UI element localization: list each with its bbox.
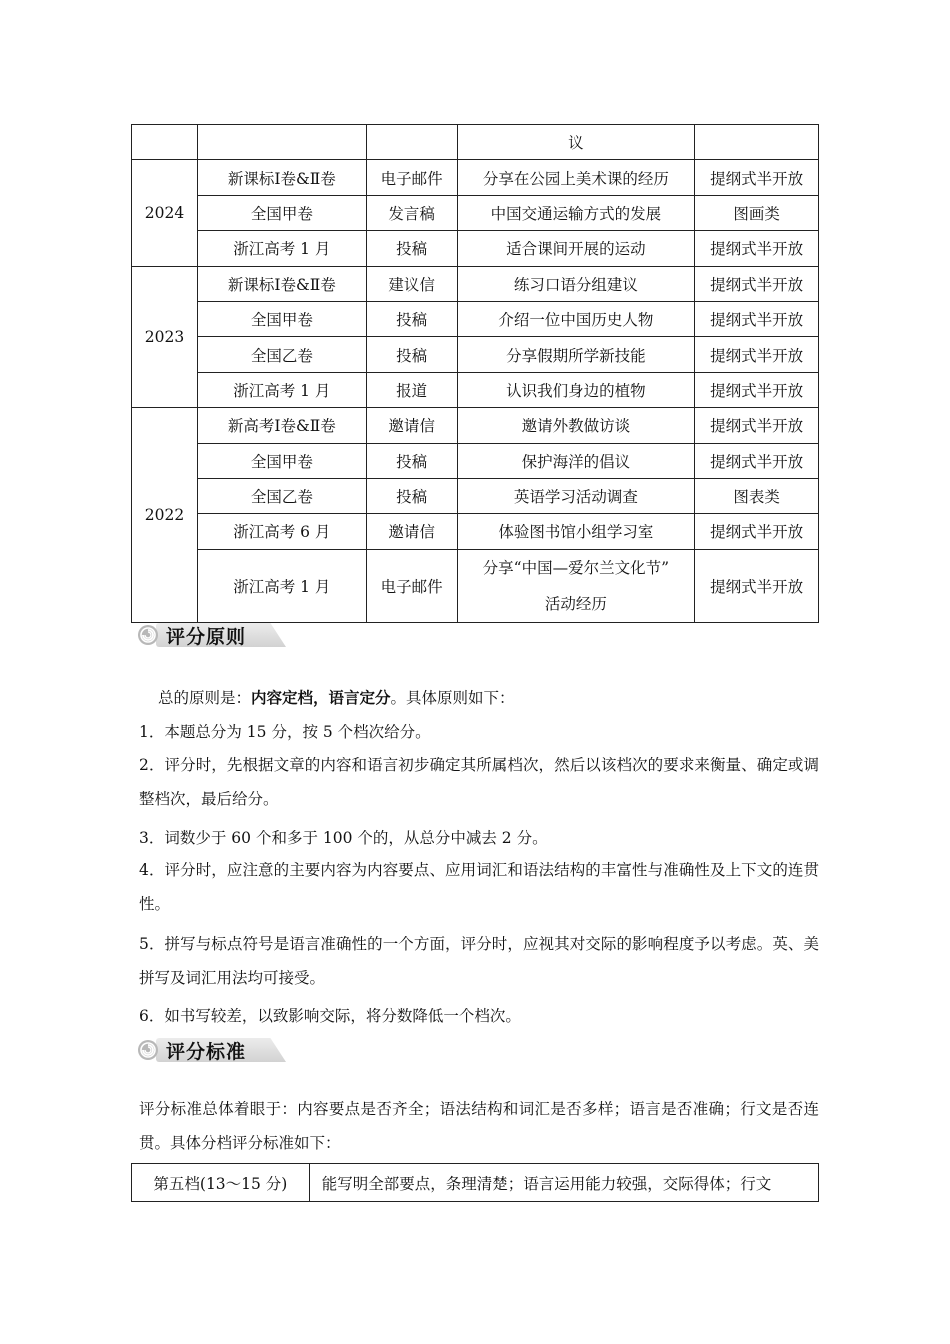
year-cell: 2022: [132, 408, 198, 623]
genre-cell: 发言稿: [366, 195, 457, 230]
topic-cell: 中国交通运输方式的发展: [457, 195, 695, 230]
principle-item: 6．如书写较差，以致影响交际，将分数降低一个档次。: [139, 1007, 521, 1025]
table-row: [132, 195, 819, 230]
principle-item: 4．评分时，应注意的主要内容为内容要点、应用词汇和语法结构的丰富性与准确性及上下文的连贯性。: [139, 861, 819, 913]
topic-cell: 邀请外教做访谈: [457, 408, 695, 443]
type-cell: 提纲式半开放: [695, 160, 819, 195]
table-row: [132, 408, 819, 443]
genre-cell: 投稿: [366, 478, 457, 513]
section-header-principles: [136, 620, 291, 650]
topic-line: 活动经历: [544, 594, 607, 613]
paper-cell: 全国甲卷: [197, 195, 366, 230]
genre-cell: 投稿: [366, 231, 457, 266]
type-cell: 提纲式半开放: [695, 549, 819, 622]
principles-intro: [158, 686, 515, 708]
genre-cell: 投稿: [366, 301, 457, 336]
topic-cell: 介绍一位中国历史人物: [457, 301, 695, 336]
grade-desc-cell: 能写明全部要点，条理清楚；语言运用能力较强，交际得体；行文: [309, 1164, 818, 1202]
principle-item: 5．拼写与标点符号是语言准确性的一个方面，评分时，应视其对交际的影响程度予以考虑。英、美拼写及词汇用法均可接受。: [139, 935, 819, 987]
topic-cell: 练习口语分组建议: [457, 266, 695, 301]
genre-cell: 投稿: [366, 443, 457, 478]
principle-item: 3．词数少于 60 个和多于 100 个的，从总分中减去 2 分。: [139, 829, 548, 847]
paper-cell: 浙江高考 6 月: [197, 514, 366, 549]
type-cell: 提纲式半开放: [695, 231, 819, 266]
paper-cell: 新高考Ⅰ卷&Ⅱ卷: [197, 408, 366, 443]
paper-cell: 全国甲卷: [197, 301, 366, 336]
intro-bold: 内容定档，语言定分: [251, 688, 391, 707]
table-row: [132, 160, 819, 195]
table-row: [132, 231, 819, 266]
genre-cell: 电子邮件: [366, 160, 457, 195]
table-row: [132, 549, 819, 622]
table-row: [132, 478, 819, 513]
topic-cell: 保护海洋的倡议: [457, 443, 695, 478]
type-cell: 提纲式半开放: [695, 337, 819, 372]
topic-cell: 英语学习活动调查: [457, 478, 695, 513]
type-cell: 提纲式半开放: [695, 408, 819, 443]
table-row: [132, 443, 819, 478]
genre-cell: 报道: [366, 372, 457, 407]
topic-cell: 认识我们身边的植物: [457, 372, 695, 407]
genre-cell: 投稿: [366, 337, 457, 372]
grade-table: [131, 1163, 819, 1202]
paper-cell: 新课标Ⅰ卷&Ⅱ卷: [197, 160, 366, 195]
grade-label-cell: 第五档(13～15 分): [132, 1164, 310, 1202]
table-cell: [695, 125, 819, 160]
table-row: [132, 1164, 819, 1202]
paper-cell: 全国乙卷: [197, 478, 366, 513]
type-cell: 提纲式半开放: [695, 443, 819, 478]
paper-cell: 新课标Ⅰ卷&Ⅱ卷: [197, 266, 366, 301]
topic-cell: 分享在公园上美术课的经历: [457, 160, 695, 195]
table-cell: [197, 125, 366, 160]
swirl-icon: [136, 1037, 162, 1063]
standards-intro: 评分标准总体着眼于：内容要点是否齐全；语法结构和词汇是否多样；语言是否准确；行文是否连贯。具体分档评分标准如下：: [139, 1100, 819, 1152]
exam-writing-table: [131, 124, 819, 623]
table-row: [132, 372, 819, 407]
table-row: [132, 266, 819, 301]
table-row: [132, 301, 819, 336]
type-cell: 图表类: [695, 478, 819, 513]
table-cell: [366, 125, 457, 160]
topic-line: 分享“中国—爱尔兰文化节”: [482, 558, 670, 577]
topic-cell: 适合课间开展的运动: [457, 231, 695, 266]
principle-item: 2．评分时，先根据文章的内容和语言初步确定其所属档次，然后以该档次的要求来衡量、确定或调整档次，最后给分。: [139, 756, 819, 808]
topic-cell: [457, 549, 695, 622]
table-cell: 议: [457, 125, 695, 160]
genre-cell: 建议信: [366, 266, 457, 301]
genre-cell: 电子邮件: [366, 549, 457, 622]
table-row: [132, 337, 819, 372]
section-title: 评分原则: [166, 626, 247, 648]
type-cell: 提纲式半开放: [695, 372, 819, 407]
type-cell: 提纲式半开放: [695, 514, 819, 549]
table-row: [132, 514, 819, 549]
section-title: 评分标准: [166, 1041, 247, 1063]
section-header-standards: [136, 1035, 291, 1065]
year-cell: 2023: [132, 266, 198, 408]
type-cell: 图画类: [695, 195, 819, 230]
year-cell: 2024: [132, 160, 198, 266]
topic-cell: 体验图书馆小组学习室: [457, 514, 695, 549]
paper-cell: 全国甲卷: [197, 443, 366, 478]
genre-cell: 邀请信: [366, 514, 457, 549]
principle-item: 1．本题总分为 15 分，按 5 个档次给分。: [139, 723, 431, 741]
paper-cell: 全国乙卷: [197, 337, 366, 372]
paper-cell: 浙江高考 1 月: [197, 549, 366, 622]
table-cell: [132, 125, 198, 160]
topic-cell: 分享假期所学新技能: [457, 337, 695, 372]
table-row: [132, 125, 819, 160]
type-cell: 提纲式半开放: [695, 301, 819, 336]
paper-cell: 浙江高考 1 月: [197, 372, 366, 407]
swirl-icon: [136, 622, 162, 648]
intro-suffix: 。具体原则如下：: [390, 689, 515, 707]
genre-cell: 邀请信: [366, 408, 457, 443]
type-cell: 提纲式半开放: [695, 266, 819, 301]
paper-cell: 浙江高考 1 月: [197, 231, 366, 266]
intro-prefix: 总的原则是：: [158, 689, 252, 707]
